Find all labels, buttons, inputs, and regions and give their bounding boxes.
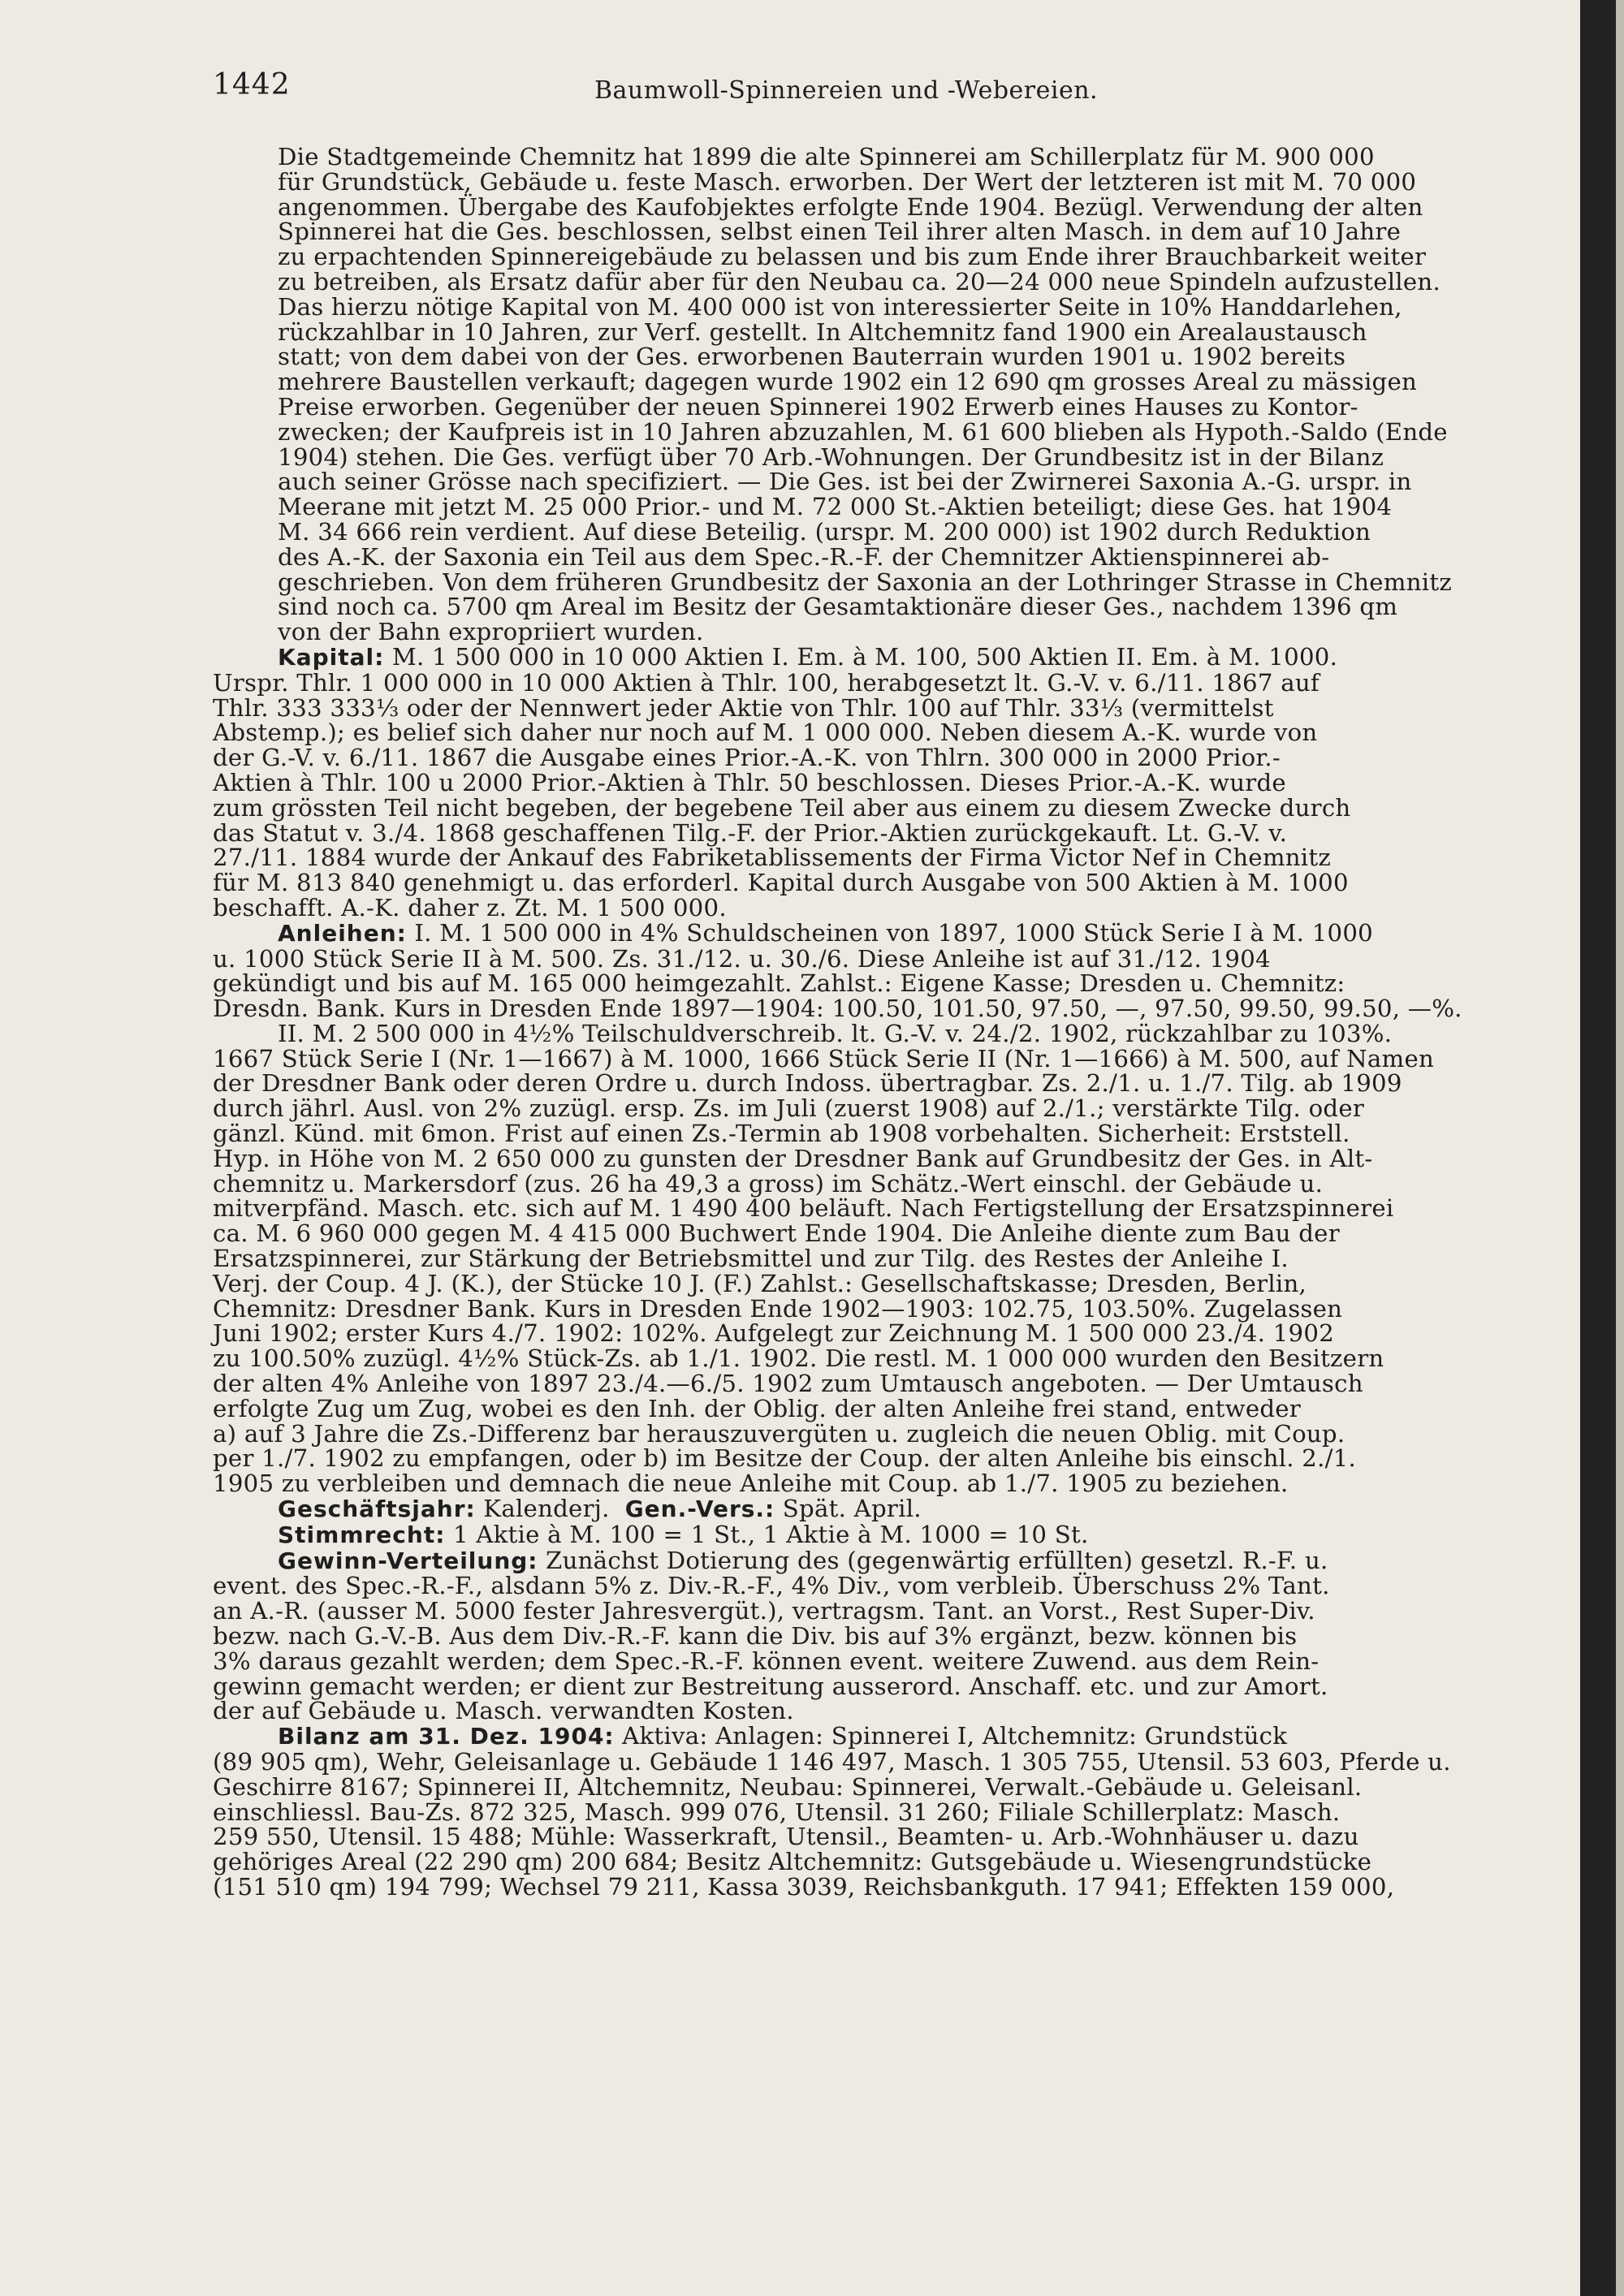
text-line bbox=[213, 642, 1496, 671]
section-anleihe-ii bbox=[213, 1021, 1496, 1496]
text-line: zu betreiben, als Ersatz dafür aber für den Neubau ca. 20—24 000 neue Spindeln aufzustellen. bbox=[278, 267, 1440, 296]
text-line: Spinnerei hat die Ges. beschlossen, selbst einen Teil ihrer alten Masch. in dem auf 10 Jahre bbox=[278, 218, 1402, 246]
text-line: einschliessl. Bau-Zs. 872 325, Masch. 999 076, Utensil. 31 260; Filiale Schillerplatz: Masch. bbox=[213, 1798, 1341, 1826]
text-line: M. 34 666 rein verdient. Auf diese Beteilig. (urspr. M. 200 000) ist 1902 durch Reduktion bbox=[278, 517, 1371, 546]
text-line: Dresdn. Bank. Kurs in Dresden Ende 1897—1904: 100.50, 101.50, 97.50, —, 97.50, 99.50, 99.50, —%. bbox=[213, 995, 1462, 1023]
text-line: Ersatzspinnerei, zur Stärkung der Betriebsmittel und zur Tilg. des Restes der Anleihe I. bbox=[213, 1245, 1289, 1273]
text-line: 259 550, Utensil. 15 488; Mühle: Wasserkraft, Utensil., Beamten- u. Arb.-Wohnhäuser u. dazu bbox=[213, 1823, 1359, 1851]
text-line: 27./11. 1884 wurde der Ankauf des Fabriketablissements der Firma Victor Nef in Chemnitz bbox=[213, 844, 1332, 872]
text-line: Juni 1902; erster Kurs 4./7. 1902: 102%. Aufgelegt zur Zeichnung M. 1 500 000 23./4. 1902 bbox=[213, 1319, 1335, 1348]
text-line: Urspr. Thlr. 1 000 000 in 10 000 Aktien à Thlr. 100, herabgesetzt lt. G.-V. v. 6./11. 1867 auf bbox=[213, 668, 1320, 697]
text-line: a) auf 3 Jahre die Zs.-Differenz bar herauszuvergüten u. zugleich die neuen Oblig. mit Coup. bbox=[213, 1419, 1345, 1448]
text-line: auch seiner Grösse nach specifiziert. — Die Ges. ist bei der Zwirnerei Saxonia A.-G. urspr. in bbox=[278, 468, 1412, 496]
genvers-heading: Gen.-Vers.: bbox=[624, 1495, 775, 1523]
text-line: Das hierzu nötige Kapital von M. 400 000 ist von interessierter Seite in 10% Handdarlehen, bbox=[278, 292, 1402, 321]
text-line: gehöriges Areal (22 290 qm) 200 684; Besitz Altchemnitz: Gutsgebäude u. Wiesengrundstücke bbox=[213, 1848, 1372, 1876]
text-line: geschrieben. Von dem früheren Grundbesitz der Saxonia an der Lothringer Strasse in Chemnitz bbox=[278, 568, 1452, 596]
text-line: Aktien à Thlr. 100 u 2000 Prior.-Aktien à Thlr. 50 beschlossen. Dieses Prior.-A.-K. wurde bbox=[213, 768, 1286, 796]
text-line: (89 905 qm), Wehr, Geleisanlage u. Gebäude 1 146 497, Masch. 1 305 755, Utensil. 53 603, Pferde u. bbox=[213, 1748, 1451, 1776]
text-line: 3% daraus gezahlt werden; dem Spec.-R.-F. können event. weitere Zuwend. aus dem Rein- bbox=[213, 1646, 1320, 1675]
text-line: Verj. der Coup. 4 J. (K.), der Stücke 10 J. (F.) Zahlst.: Gesellschaftskasse; Dresden, Berlin, bbox=[213, 1269, 1307, 1297]
section-geschaeftsjahr bbox=[213, 1496, 1496, 1522]
paragraph-chemnitz-property bbox=[213, 145, 1496, 645]
text-line: erfolgte Zug um Zug, wobei es den Inh. der Oblig. der alten Anleihe frei stand, entweder bbox=[213, 1394, 1302, 1422]
text-line: zum grössten Teil nicht begeben, der begebene Teil aber aus einem zu diesem Zwecke durch bbox=[213, 793, 1351, 822]
section-bilanz bbox=[213, 1724, 1496, 1900]
text-line bbox=[213, 1724, 1496, 1750]
text-line: zu 100.50% zuzügl. 4½% Stück-Zs. ab 1./1. 1902. Die restl. M. 1 000 000 wurden den Besitzern bbox=[213, 1344, 1384, 1373]
text-line: 1667 Stück Serie I (Nr. 1—1667) à M. 1000, 1666 Stück Serie II (Nr. 1—1666) à M. 500, auf Namen bbox=[213, 1044, 1435, 1072]
text-line: mitverpfänd. Masch. etc. sich auf M. 1 490 400 beläuft. Nach Fertigstellung der Ersatzspinnerei bbox=[213, 1194, 1394, 1223]
kapital-text: M. 1 500 000 in 10 000 Aktien I. Em. à M. 100, 500 Aktien II. Em. à M. 1000. bbox=[384, 642, 1338, 671]
page-number: 1442 bbox=[213, 68, 291, 101]
text-line: für Grundstück, Gebäude u. feste Masch. erworben. Der Wert der letzteren ist mit M. 70 000 bbox=[278, 167, 1417, 196]
geschaeftsjahr-heading: Geschäftsjahr: bbox=[278, 1495, 476, 1523]
anleihen-heading: Anleihen: bbox=[278, 919, 407, 947]
text-line: mehrere Baustellen verkauft; dagegen wurde 1902 ein 12 690 qm grosses Areal zu mässigen bbox=[278, 368, 1418, 396]
stimmrecht-text: 1 Aktie à M. 100 = 1 St., 1 Aktie à M. 1000 = 10 St. bbox=[445, 1520, 1089, 1548]
text-line bbox=[213, 918, 1496, 947]
text-line: zu erpachtenden Spinnereigebäude zu belassen und bis zum Ende ihrer Brauchbarkeit weiter bbox=[278, 243, 1427, 271]
text-line: Thlr. 333 333⅓ oder der Nennwert jeder Aktie von Thlr. 100 auf Thlr. 33⅓ (vermittelst bbox=[213, 693, 1274, 722]
section-kapital bbox=[213, 642, 1496, 921]
text-line: des A.-K. der Saxonia ein Teil aus dem Spec.-R.-F. der Chemnitzer Aktienspinnerei ab- bbox=[278, 542, 1330, 571]
text-line: von der Bahn expropriiert wurden. bbox=[278, 618, 704, 646]
text-line: Chemnitz: Dresdner Bank. Kurs in Dresden Ende 1902—1903: 102.75, 103.50%. Zugelassen bbox=[213, 1294, 1343, 1323]
text-line: für M. 813 840 genehmigt u. das erforderl. Kapital durch Ausgabe von 500 Aktien à M. 1000 bbox=[213, 869, 1349, 897]
text-line bbox=[213, 1522, 1496, 1548]
text-line: gekündigt und bis auf M. 165 000 heimgezahlt. Zahlst.: Eigene Kasse; Dresden u. Chemnitz: bbox=[213, 969, 1345, 998]
text-line: Abstemp.); es belief sich daher nur noch auf M. 1 000 000. Neben diesem A.-K. wurde von bbox=[213, 719, 1318, 747]
running-title: Baumwoll-Spinnereien und -Webereien. bbox=[594, 76, 1099, 105]
body-text bbox=[213, 145, 1496, 1900]
stimmrecht-heading: Stimmrecht: bbox=[278, 1521, 446, 1548]
text-line: bezw. nach G.-V.-B. Aus dem Div.-R.-F. kann die Div. bis auf 3% ergänzt, bezw. können bis bbox=[213, 1622, 1298, 1651]
text-line: der alten 4% Anleihe von 1897 23./4.—6./5. 1902 zum Umtausch angeboten. — Der Umtausch bbox=[213, 1370, 1363, 1398]
text-line: der G.-V. v. 6./11. 1867 die Ausgabe eines Prior.-A.-K. von Thlrn. 300 000 in 2000 Prior.- bbox=[213, 744, 1281, 772]
text-line: angenommen. Übergabe des Kaufobjektes erfolgte Ende 1904. Bezügl. Verwendung der alten bbox=[278, 192, 1423, 221]
text-line: Preise erworben. Gegenüber der neuen Spinnerei 1902 Erwerb eines Hauses zu Kontor- bbox=[278, 392, 1358, 421]
text-line: per 1./7. 1902 zu empfangen, oder b) im Besitze der Coup. der alten Anleihe bis einschl. 2./1. bbox=[213, 1444, 1357, 1473]
text-line: event. des Spec.-R.-F., alsdann 5% z. Div.-R.-F., 4% Div., vom verbleib. Überschuss 2% Tant. bbox=[213, 1572, 1330, 1600]
text-line: der Dresdner Bank oder deren Ordre u. durch Indoss. übertragbar. Zs. 2./1. u. 1./7. Tilg. ab 1909 bbox=[213, 1069, 1402, 1098]
text-line: beschafft. A.-K. daher z. Zt. M. 1 500 000. bbox=[213, 893, 727, 921]
text-line: 1905 zu verbleiben und demnach die neue Anleihe mit Coup. ab 1./7. 1905 zu beziehen. bbox=[213, 1470, 1289, 1498]
text-line: durch jährl. Ausl. von 2% zuzügl. ersp. Zs. im Juli (zuerst 1908) auf 2./1.; verstärkte Tilg. oder bbox=[213, 1094, 1365, 1123]
text-line: das Statut v. 3./4. 1868 geschaffenen Tilg.-F. der Prior.-Aktien zurückgekauft. Lt. G.-V. v. bbox=[213, 818, 1288, 847]
text-line: (151 510 qm) 194 799; Wechsel 79 211, Kassa 3039, Reichsbankguth. 17 941; Effekten 159 000, bbox=[213, 1872, 1395, 1901]
gewinn-text: Zunächst Dotierung des (gegenwärtig erfüllten) gesetzl. R.-F. u. bbox=[538, 1546, 1328, 1574]
text-line: zwecken; der Kaufpreis ist in 10 Jahren abzuzahlen, M. 61 600 blieben als Hypoth.-Saldo (Ende bbox=[278, 417, 1448, 446]
text-line: statt; von dem dabei von der Ges. erworbenen Bauterrain wurden 1901 u. 1902 bereits bbox=[278, 343, 1346, 371]
text-line: Hyp. in Höhe von M. 2 650 000 zu gunsten der Dresdner Bank auf Grundbesitz der Ges. in Alt- bbox=[213, 1144, 1373, 1172]
genvers-text: Spät. April. bbox=[775, 1495, 922, 1523]
text-line: rückzahlbar in 10 Jahren, zur Verf. gestellt. In Altchemnitz fand 1900 ein Arealaustausch bbox=[278, 317, 1367, 346]
scan-edge-strip bbox=[1616, 0, 1624, 2296]
geschaeftsjahr-text: Kalenderj. bbox=[475, 1495, 610, 1523]
section-anleihen bbox=[213, 918, 1496, 1023]
section-gewinn-verteilung bbox=[213, 1548, 1496, 1724]
kapital-heading: Kapital: bbox=[278, 643, 385, 671]
text-line: chemnitz u. Markersdorf (zus. 26 ha 49,3 a gross) im Schätz.-Wert einschl. der Gebäude u. bbox=[213, 1169, 1324, 1198]
bilanz-heading: Bilanz am 31. Dez. 1904: bbox=[278, 1723, 615, 1750]
anleihen-text: I. M. 1 500 000 in 4% Schuldscheinen von 1897, 1000 Stück Serie I à M. 1000 bbox=[406, 918, 1373, 947]
text-line: Meerane mit jetzt M. 25 000 Prior.- und M. 72 000 St.-Aktien beteiligt; diese Ges. hat 1904 bbox=[278, 493, 1393, 521]
text-line: der auf Gebäude u. Masch. verwandten Kosten. bbox=[213, 1697, 794, 1725]
gewinn-heading: Gewinn-Verteilung: bbox=[278, 1547, 538, 1574]
text-line bbox=[213, 1496, 1496, 1522]
text-line: gewinn gemacht werden; er dient zur Bestreitung ausserord. Anschaff. etc. und zur Amort. bbox=[213, 1672, 1328, 1700]
text-line: 1904) stehen. Die Ges. verfügt über 70 Arb.-Wohnungen. Der Grundbesitz ist in der Bilanz bbox=[278, 442, 1384, 471]
text-line: u. 1000 Stück Serie II à M. 500. Zs. 31./12. u. 30./6. Diese Anleihe ist auf 31./12. 1904 bbox=[213, 944, 1271, 973]
section-stimmrecht bbox=[213, 1522, 1496, 1548]
text-line bbox=[213, 1548, 1496, 1574]
text-line: Geschirre 8167; Spinnerei II, Altchemnitz, Neubau: Spinnerei, Verwalt.-Gebäude u. Geleisanl. bbox=[213, 1772, 1363, 1801]
text-line: II. M. 2 500 000 in 4½% Teilschuldverschreib. lt. G.-V. v. 24./2. 1902, rückzahlbar zu 103%. bbox=[278, 1019, 1393, 1047]
text-line: Die Stadtgemeinde Chemnitz hat 1899 die alte Spinnerei am Schillerplatz für M. 900 000 bbox=[278, 143, 1375, 170]
bilanz-text: Aktiva: Anlagen: Spinnerei I, Altchemnitz: Grundstück bbox=[614, 1722, 1288, 1750]
text-line: gänzl. Künd. mit 6mon. Frist auf einen Zs.-Termin ab 1908 vorbehalten. Sicherheit: Erststell. bbox=[213, 1120, 1350, 1148]
text-line: sind noch ca. 5700 qm Areal im Besitz der Gesamtaktionäre dieser Ges., nachdem 1396 qm bbox=[278, 593, 1398, 621]
text-line: an A.-R. (ausser M. 5000 fester Jahresvergüt.), vertragsm. Tant. an Vorst., Rest Super-Div. bbox=[213, 1597, 1315, 1625]
page-header bbox=[213, 68, 1171, 117]
text-line: ca. M. 6 960 000 gegen M. 4 415 000 Buchwert Ende 1904. Die Anleihe diente zum Bau der bbox=[213, 1219, 1340, 1248]
